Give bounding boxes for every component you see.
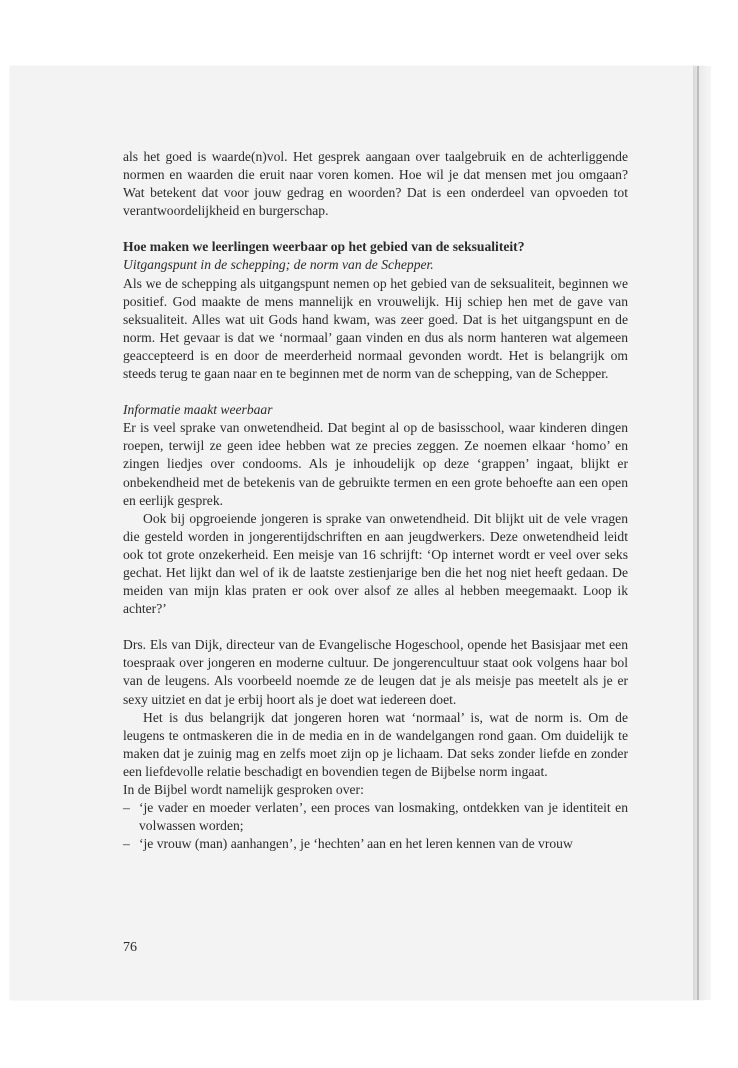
list-item-text: ‘je vrouw (man) aanhangen’, je ‘hechten’ aan en het leren kennen van de vrouw [139, 836, 573, 852]
paragraph-els-van-dijk: Drs. Els van Dijk, directeur van de Evangelische Hogeschool, opende het Basisjaar met een toespraak over jongeren en moderne cultuur. De jongerencultuur staat ook volgens haar bol van de leugens. Als voorbeeld noemde ze de leugen dat je als meisje pas meetelt als je er sexy uitziet en dat je erbij hoort als je doet wat iedereen doet. [123, 637, 628, 707]
page-edge-line [697, 66, 699, 1000]
list-item [123, 835, 628, 853]
paragraph-youth: Ook bij opgroeiende jongeren is sprake van onwetendheid. Dit blijkt uit de vele vragen die gesteld worden in jongerentijdschriften en aan jeugdwerkers. Deze onwetendheid leidt ook tot grote onzekerheid. Een meisje van 16 schrijft: ‘Op internet wordt er veel over seks gechat. Het lijkt dan wel of ik de laatste zestienjarige ben die het nog niet heeft gedaan. De meiden van mijn klas praten er ook over alsof ze alles al hebben meegemaakt. Loop ik achter?’ [123, 510, 628, 617]
page-edge [693, 66, 711, 1000]
dash-marker: – [123, 800, 130, 816]
spacer [123, 383, 628, 401]
spacer [123, 220, 628, 238]
spacer [123, 618, 628, 636]
dash-marker: – [123, 836, 130, 852]
list-item-text: ‘je vader en moeder verlaten’, een proces van losmaking, ontdekken van je identiteit en volwassen worden; [139, 800, 628, 834]
list-item [123, 799, 628, 835]
bible-list [123, 799, 628, 853]
section-heading: Hoe maken we leerlingen weerbaar op het gebied van de seksualiteit? [123, 239, 525, 255]
page-number: 76 [123, 940, 137, 955]
paragraph-bible-intro: In de Bijbel wordt namelijk gesproken over: [123, 782, 364, 797]
paragraph-ignorance: Er is veel sprake van onwetendheid. Dat begint al op de basisschool, waar kinderen dingen roepen, terwijl ze geen idee hebben wat ze precies zeggen. Ze noemen elkaar ‘homo’ en zingen liedjes over condooms. Als je inhoudelijk op deze ‘grappen’ ingaat, blijkt er onbekendheid met de betekenis van de gebruikte termen en een grote behoefte aan een open en eerlijk gesprek. [123, 420, 628, 508]
paragraph-creation: Als we de schepping als uitgangspunt nemen op het gebied van de seksualiteit, beginnen we positief. God maakte de mens mannelijk en vrouwelijk. Hij schiep hen met de gave van seksualiteit. Alles wat uit Gods hand kwam, was zeer goed. Dat is het uitgangspunt en de norm. Het gevaar is dat we ‘normaal’ gaan vinden en dus als norm hanteren wat algemeen geaccepteerd is en door de meerderheid normaal gevonden wordt. Het is belangrijk om steeds terug te gaan naar en te beginnen met de norm van de schepping, van de Schepper. [123, 275, 628, 382]
page-body [123, 148, 628, 853]
section-subheading: Uitgangspunt in de schepping; de norm van de Schepper. [123, 257, 434, 273]
subsection-heading: Informatie maakt weerbaar [123, 402, 273, 418]
paragraph-norm: Het is dus belangrijk dat jongeren horen wat ‘normaal’ is, wat de norm is. Om de leugens te ontmaskeren die in de media en in de wandelgangen rond gaan. Om duidelijk te maken dat je zuinig mag en zelfs moet zijn op je lichaam. Dat seks zonder liefde en zonder een liefdevolle relatie beschadigt en bovendien tegen de Bijbelse norm ingaat. [123, 709, 628, 779]
paragraph-intro: als het goed is waarde(n)vol. Het gesprek aangaan over taalgebruik en de achterliggende normen en waarden die eruit naar voren komen. Hoe wil je dat mensen met jou omgaan? Wat betekent dat voor jouw gedrag en woorden? Dat is een onderdeel van opvoeden tot verantwoordelijkheid en burgerschap. [123, 149, 628, 219]
